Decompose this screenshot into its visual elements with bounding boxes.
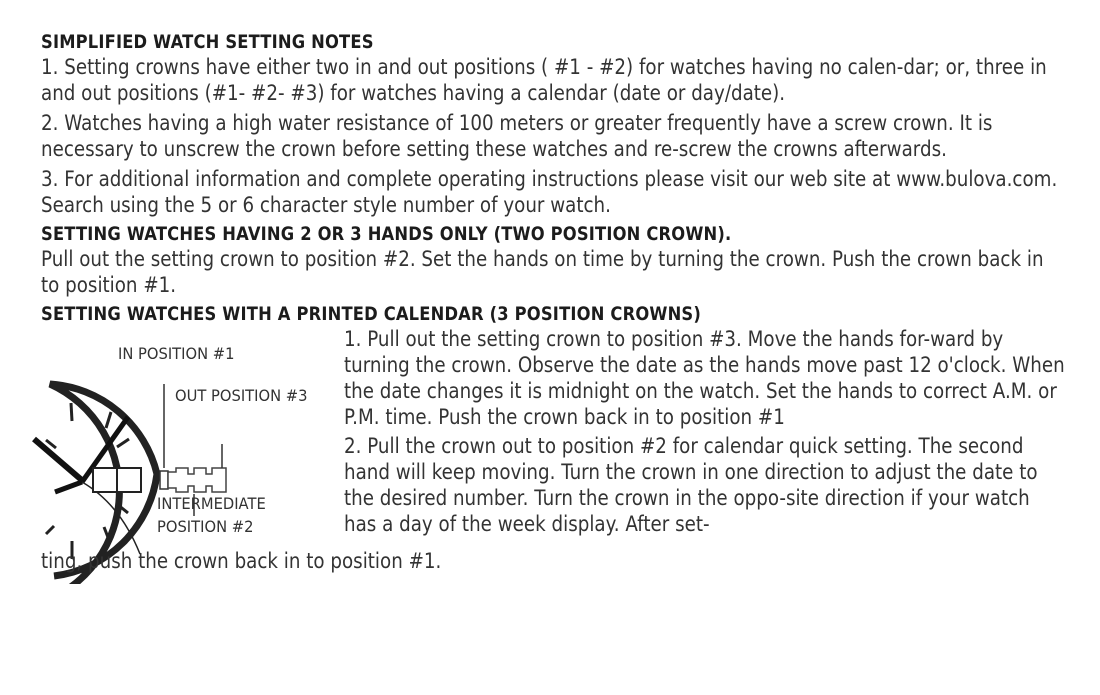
label-intermediate: INTERMEDIATE [157,494,266,513]
label-intermediate-position: POSITION #2 [157,517,254,536]
crown-position-1-outline [160,471,168,489]
heading-simplified-notes: SIMPLIFIED WATCH SETTING NOTES [41,31,374,53]
calendar-step-2: 2. Pull the crown out to position #2 for calendar quick setting. The second hand will keep moving. Turn the crown in one direction to adjust the date to the desired number. Turn the crown in the oppo-site direction if your watch has a day of the week display. After set- [344,434,1038,536]
calendar-steps [344,326,1100,537]
calendar-step-1: 1. Pull out the setting crown to position #3. Move the hands for-ward by turning the crown. Observe the date as the hands move past 12 o'clock. When the date changes it is midnight on the watch. Set the hands to correct A.M. or P.M. time. Push the crown back in to position #1 [344,327,1065,429]
crown-stem-outline [168,468,226,492]
heading-two-position-crown: SETTING WATCHES HAVING 2 OR 3 HANDS ONLY (TWO POSITION CROWN). [41,223,732,245]
hour-hand [34,439,84,482]
two-position-instructions: Pull out the setting crown to position #2. Set the hands on time by turning the crown. Push the crown back in to position #1. [41,247,1044,297]
note-3: 3. For additional information and complete operating instructions please visit our web site at www.bulova.com. Search using the 5 or 6 character style number of your watch. [41,167,1058,217]
calendar-section [41,326,1071,606]
heading-printed-calendar: SETTING WATCHES WITH A PRINTED CALENDAR (3 POSITION CROWNS) [41,303,702,325]
label-in-position: IN POSITION #1 [118,344,235,363]
note-1: 1. Setting crowns have either two in and out positions ( #1 - #2) for watches having no calen-dar; or, three in and out positions (#1- #2- #3) for watches having a calendar (date or day/date). [41,55,1047,105]
label-out-position: OUT POSITION #3 [175,386,308,405]
instruction-sheet [41,30,1071,606]
note-2: 2. Watches having a high water resistance of 100 meters or greater frequently have a screw crown. It is necessary to unscrew the crown before setting these watches and re-screw the crowns afterwards. [41,111,993,161]
calendar-step-2-end: ting, push the crown back in to position #1. [41,549,442,573]
